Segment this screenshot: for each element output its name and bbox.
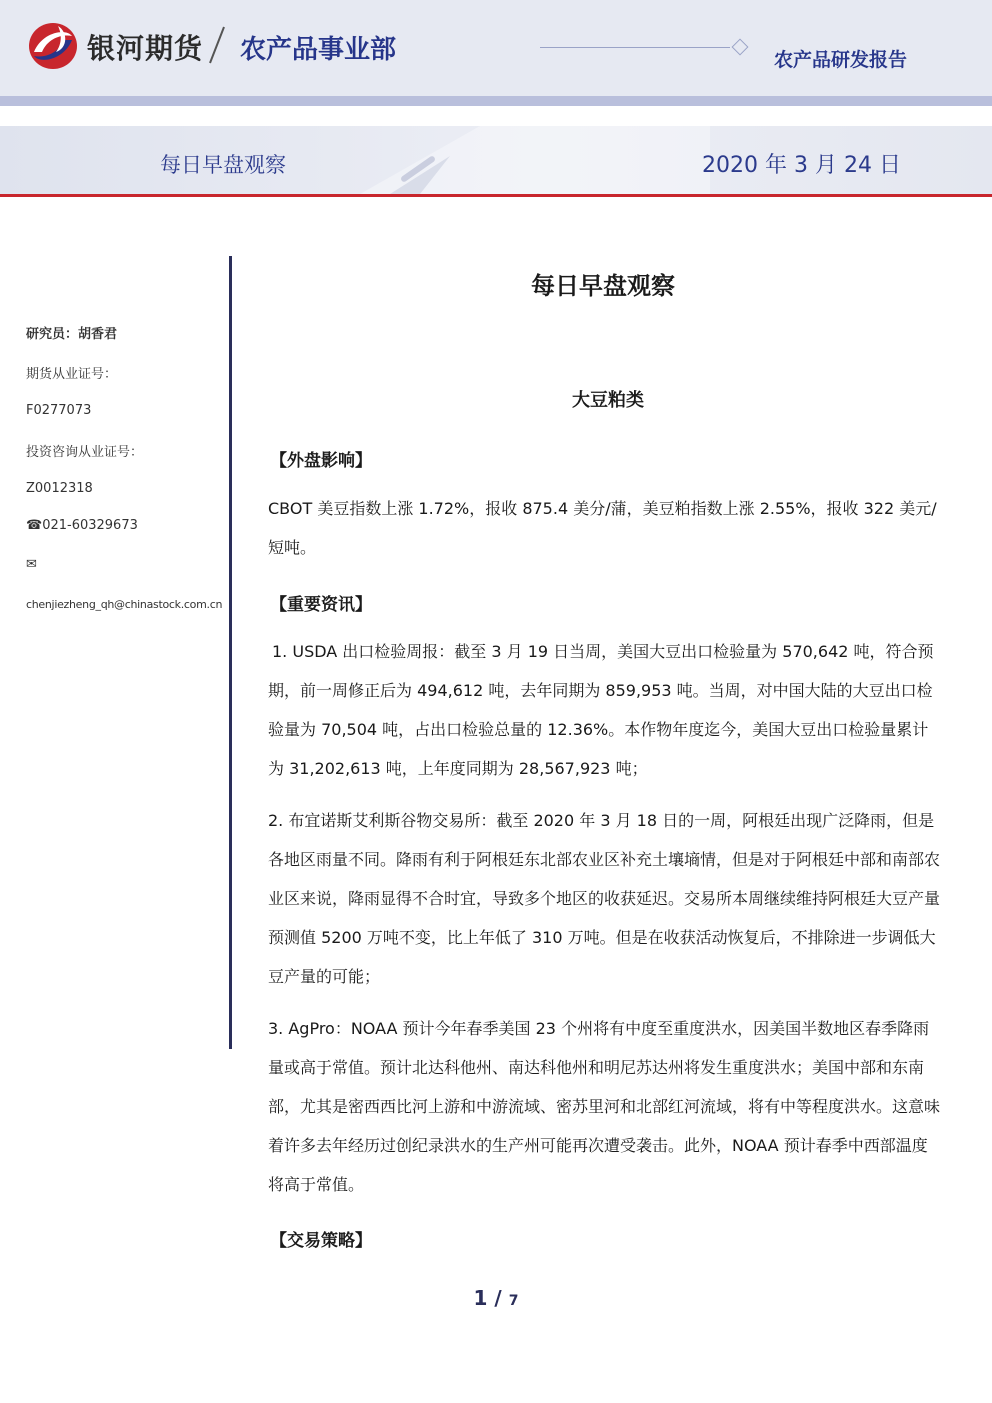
page-title: 每日早盘观察: [531, 272, 675, 300]
current-page: 1: [473, 1286, 488, 1310]
email-address[interactable]: chenjiezheng_qh@chinastock.com.cn: [26, 598, 223, 611]
phone-row: [26, 518, 138, 533]
total-pages: 7: [508, 1293, 519, 1309]
brand-name: 银河期货: [87, 32, 204, 65]
heading-news: 【重要资讯】: [270, 595, 372, 615]
license-label: 期货从业证号：: [26, 367, 118, 382]
consult-license-label: 投资咨询从业证号：: [26, 445, 144, 460]
subheader-red-rule: [0, 194, 992, 197]
report-date: 2020 年 3 月 24 日: [702, 153, 901, 178]
page-separator: /: [487, 1286, 509, 1310]
header-underline: [0, 96, 992, 106]
researcher-name: 研究员：胡香君: [26, 327, 118, 342]
news-item-1: 1. USDA 出口检验周报：截至 3 月 19 日当周，美国大豆出口检验量为 570,642 吨，符合预期，前一周修正后为 494,612 吨，去年同期为 859,953 吨。当周，对中国大陆的大豆出口检验量为 70,504 吨，占出口检验总量的 12.36%。本作物年度迄今，美国大豆出口检验量累计为 31,202,613 吨，上年度同期为 28,567,923 吨；: [268, 642, 934, 778]
mail-icon: ✉: [26, 557, 37, 572]
consult-license-number: Z0012318: [26, 481, 93, 496]
subheader-band: [0, 126, 992, 194]
diamond-icon: [732, 39, 749, 56]
news-item-2: 2. 布宜诺斯艾利斯谷物交易所：截至 2020 年 3 月 18 日的一周，阿根廷出现广泛降雨，但是各地区雨量不同。降雨有利于阿根廷东北部农业区补充土壤墒情，但是对于阿根廷中部和南部农业区来说，降雨显得不合时宜，导致多个地区的收获延迟。交易所本周继续维持阿根廷大豆产量预测值 5200 万吨不变，比上年低了 310 万吨。但是在收获活动恢复后，不排除进一步调低大豆产量的可能；: [268, 811, 941, 986]
report-type: 农产品研发报告: [774, 49, 908, 71]
sidebar-divider: [229, 256, 232, 1049]
external-paragraph: CBOT 美豆指数上涨 1.72%，报收 875.4 美分/蒲，美豆粕指数上涨 2.55%，报收 322 美元/短吨。: [268, 499, 937, 557]
subheader-title: 每日早盘观察: [160, 153, 286, 177]
department-name: 农产品事业部: [240, 35, 397, 65]
header-divider-line: [540, 47, 730, 48]
page-number: [0, 1286, 992, 1310]
header-band: [0, 0, 992, 96]
phone-number: 021-60329673: [42, 518, 138, 533]
heading-strategy: 【交易策略】: [270, 1231, 372, 1251]
section-title: 大豆粕类: [572, 390, 644, 411]
news-item-3: 3. AgPro：NOAA 预计今年春季美国 23 个州将有中度至重度洪水，因美国半数地区春季降雨量或高于常值。预计北达科他州、南达科他州和明尼苏达州将发生重度洪水；美国中部和东南部，尤其是密西西比河上游和中游流域、密苏里河和北部红河流域，将有中等程度洪水。这意味着许多去年经历过创纪录洪水的生产州可能再次遭受袭击。此外，NOAA 预计春季中西部温度将高于常值。: [268, 1019, 941, 1194]
heading-external: 【外盘影响】: [270, 451, 372, 471]
decorative-watermark: [330, 126, 710, 194]
license-number: F0277073: [26, 403, 92, 418]
phone-icon: ☎: [26, 518, 43, 533]
galaxy-logo-icon: [28, 22, 78, 70]
header-slash: [206, 24, 228, 66]
